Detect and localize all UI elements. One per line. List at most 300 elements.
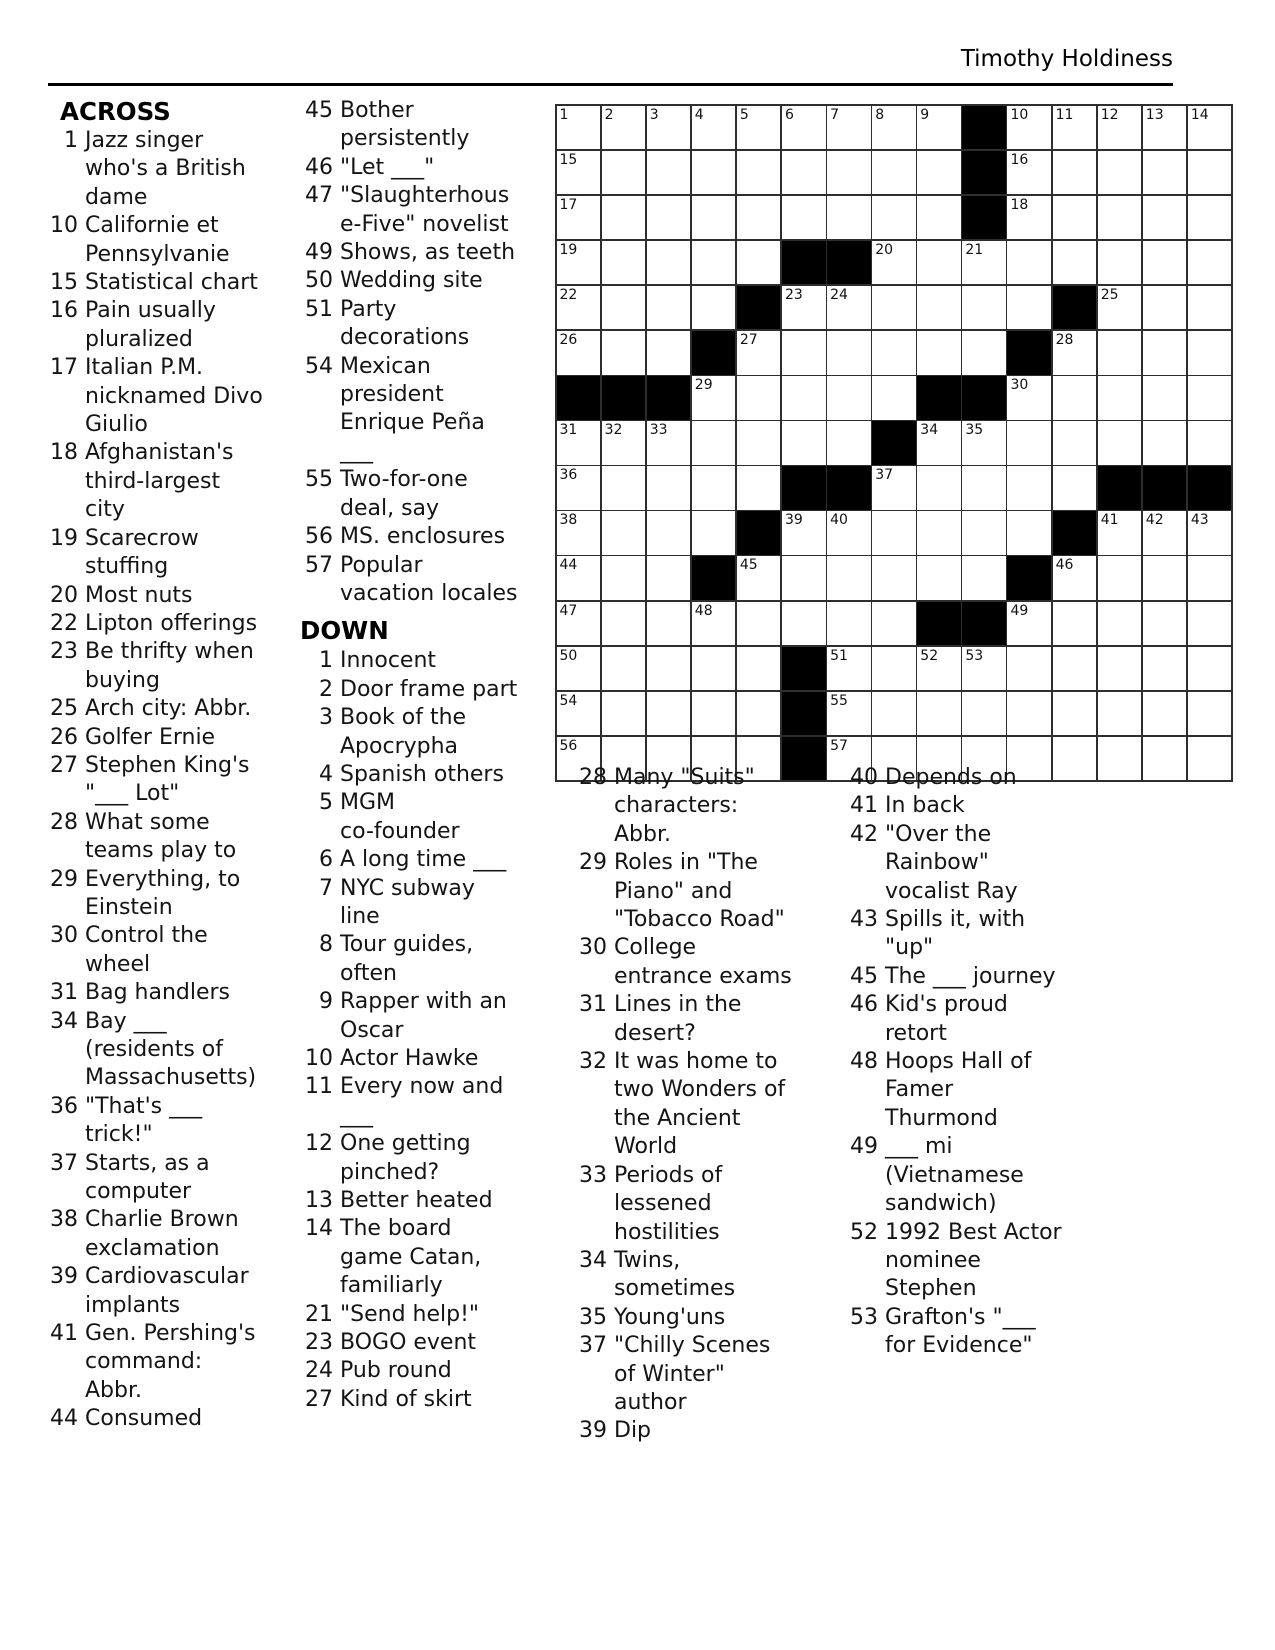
grid-cell-r6c9[interactable] — [917, 331, 961, 375]
cell-number: 1 — [559, 106, 569, 123]
black-cell-r9c15 — [1188, 466, 1232, 510]
clue-number: 27 — [50, 752, 78, 778]
grid-cell-r5c14[interactable] — [1143, 286, 1187, 330]
clue-15 — [48, 269, 288, 297]
grid-cell-r3c8[interactable] — [872, 196, 916, 240]
grid-cell-r1c8[interactable] — [872, 106, 916, 150]
clue-16 — [48, 297, 288, 354]
grid-cell-r2c4[interactable] — [692, 151, 736, 195]
clue-text: Charlie Brown exclamation — [85, 1207, 239, 1261]
grid-cell-r10c10[interactable] — [962, 511, 1006, 555]
cell-number: 30 — [1010, 377, 1029, 394]
grid-cell-r3c12[interactable] — [1053, 196, 1097, 240]
grid-cell-r4c11[interactable] — [1007, 241, 1051, 285]
grid-cell-r1c5[interactable] — [737, 106, 781, 150]
grid-cell-r9c1[interactable] — [557, 466, 601, 510]
clue-text: Gen. Pershing's command: Abbr. — [85, 1321, 256, 1403]
clue-6 — [296, 846, 536, 874]
grid-cell-r7c7[interactable] — [827, 376, 871, 420]
grid-cell-r8c3[interactable] — [647, 421, 691, 465]
clue-number: 37 — [579, 1333, 607, 1359]
grid-cell-r14c3[interactable] — [647, 692, 691, 736]
grid-cell-r11c10[interactable] — [962, 556, 1006, 600]
grid-cell-r12c11[interactable] — [1007, 602, 1051, 646]
clue-number: 23 — [305, 1330, 333, 1356]
clue-41 — [48, 1320, 288, 1405]
black-cell-r5c12 — [1053, 286, 1097, 330]
cell-number: 14 — [1190, 106, 1209, 123]
grid-cell-r11c1[interactable] — [557, 556, 601, 600]
grid-cell-r7c13[interactable] — [1098, 376, 1142, 420]
clue-29 — [578, 849, 823, 934]
grid-cell-r8c14[interactable] — [1143, 421, 1187, 465]
cell-number: 34 — [920, 422, 939, 439]
cell-number: 35 — [965, 422, 984, 439]
grid-cell-r4c1[interactable] — [557, 241, 601, 285]
grid-cell-r5c13[interactable] — [1098, 286, 1142, 330]
clue-53 — [850, 1304, 1095, 1361]
grid-cell-r7c8[interactable] — [872, 376, 916, 420]
grid-cell-r1c1[interactable] — [557, 106, 601, 150]
grid-cell-r6c1[interactable] — [557, 331, 601, 375]
grid-cell-r12c7[interactable] — [827, 602, 871, 646]
grid-cell-r11c7[interactable] — [827, 556, 871, 600]
grid-cell-r1c9[interactable] — [917, 106, 961, 150]
grid-cell-r8c7[interactable] — [827, 421, 871, 465]
clue-text: Stephen King's "___ Lot" — [85, 752, 250, 807]
grid-cell-r6c14[interactable] — [1143, 331, 1187, 375]
grid-cell-r9c5[interactable] — [737, 466, 781, 510]
grid-cell-r2c8[interactable] — [872, 151, 916, 195]
grid-cell-r5c15[interactable] — [1188, 286, 1232, 330]
clue-number: 41 — [50, 1321, 78, 1347]
clue-number: 17 — [50, 355, 78, 381]
grid-cell-r12c8[interactable] — [872, 602, 916, 646]
grid-cell-r2c2[interactable] — [602, 151, 646, 195]
cell-number: 39 — [784, 512, 803, 529]
grid-cell-r1c6[interactable] — [782, 106, 826, 150]
grid-cell-r10c9[interactable] — [917, 511, 961, 555]
cell-number: 6 — [784, 106, 794, 123]
black-cell-r14c6 — [782, 692, 826, 736]
grid-cell-r3c3[interactable] — [647, 196, 691, 240]
grid-cell-r11c6[interactable] — [782, 556, 826, 600]
clue-number: 27 — [305, 1386, 333, 1412]
grid-cell-r10c13[interactable] — [1098, 511, 1142, 555]
grid-cell-r14c15[interactable] — [1188, 692, 1232, 736]
grid-cell-r12c12[interactable] — [1053, 602, 1097, 646]
grid-cell-r13c3[interactable] — [647, 647, 691, 691]
grid-cell-r13c1[interactable] — [557, 647, 601, 691]
grid-cell-r12c13[interactable] — [1098, 602, 1142, 646]
grid-cell-r2c14[interactable] — [1143, 151, 1187, 195]
cell-number: 33 — [649, 422, 668, 439]
grid-cell-r4c5[interactable] — [737, 241, 781, 285]
grid-cell-r9c11[interactable] — [1007, 466, 1051, 510]
grid-cell-r11c14[interactable] — [1143, 556, 1187, 600]
grid-cell-r12c3[interactable] — [647, 602, 691, 646]
grid-cell-r3c6[interactable] — [782, 196, 826, 240]
grid-cell-r9c4[interactable] — [692, 466, 736, 510]
clue-number: 10 — [305, 1046, 333, 1071]
grid-cell-r10c3[interactable] — [647, 511, 691, 555]
grid-cell-r1c2[interactable] — [602, 106, 646, 150]
cell-number: 56 — [559, 737, 578, 754]
cell-number: 2 — [604, 106, 614, 123]
clue-number: 52 — [850, 1219, 878, 1245]
grid-cell-r5c4[interactable] — [692, 286, 736, 330]
grid-cell-r8c9[interactable] — [917, 421, 961, 465]
grid-cell-r15c14[interactable] — [1143, 737, 1187, 781]
black-cell-r7c2 — [602, 376, 646, 420]
grid-cell-r11c3[interactable] — [647, 556, 691, 600]
grid-cell-r10c15[interactable] — [1188, 511, 1232, 555]
grid-cell-r12c2[interactable] — [602, 602, 646, 646]
grid-cell-r9c2[interactable] — [602, 466, 646, 510]
grid-cell-r13c11[interactable] — [1007, 647, 1051, 691]
cell-number: 13 — [1145, 106, 1164, 123]
grid-cell-r6c2[interactable] — [602, 331, 646, 375]
clue-text: Californie et Pennsylvanie — [85, 213, 230, 267]
crossword-grid — [555, 104, 1233, 782]
grid-cell-r7c15[interactable] — [1188, 376, 1232, 420]
grid-cell-r7c6[interactable] — [782, 376, 826, 420]
grid-cell-r4c4[interactable] — [692, 241, 736, 285]
clue-number: 28 — [579, 765, 607, 790]
grid-cell-r14c1[interactable] — [557, 692, 601, 736]
grid-cell-r4c14[interactable] — [1143, 241, 1187, 285]
clue-text: Most nuts — [85, 582, 193, 608]
clue-number: 44 — [50, 1406, 78, 1432]
grid-cell-r13c14[interactable] — [1143, 647, 1187, 691]
cell-number: 5 — [739, 106, 749, 123]
grid-cell-r12c5[interactable] — [737, 602, 781, 646]
clue-text: Spanish others — [340, 761, 504, 787]
clue-number: 30 — [50, 923, 78, 949]
clue-text: The board game Catan, familiarly — [340, 1216, 482, 1299]
clue-number: 12 — [305, 1131, 333, 1157]
grid-cell-r2c7[interactable] — [827, 151, 871, 195]
grid-cell-r13c7[interactable] — [827, 647, 871, 691]
clue-text: In back — [885, 793, 965, 819]
grid-cell-r6c15[interactable] — [1188, 331, 1232, 375]
clue-34 — [48, 1008, 288, 1093]
cell-number: 32 — [604, 422, 623, 439]
cell-number: 54 — [559, 692, 578, 709]
grid-cell-r4c15[interactable] — [1188, 241, 1232, 285]
grid-cell-r14c11[interactable] — [1007, 692, 1051, 736]
grid-cell-r14c14[interactable] — [1143, 692, 1187, 736]
grid-cell-r15c13[interactable] — [1098, 737, 1142, 781]
clue-4 — [296, 761, 536, 789]
grid-cell-r11c9[interactable] — [917, 556, 961, 600]
clue-39 — [578, 1417, 823, 1445]
grid-cell-r8c10[interactable] — [962, 421, 1006, 465]
grid-cell-r5c8[interactable] — [872, 286, 916, 330]
grid-cell-r3c7[interactable] — [827, 196, 871, 240]
grid-cell-r8c2[interactable] — [602, 421, 646, 465]
clue-text: Actor Hawke — [340, 1046, 479, 1071]
clue-text: Scarecrow stuffing — [85, 525, 199, 580]
clue-number: 32 — [579, 1049, 607, 1075]
clue-21 — [296, 1301, 536, 1329]
grid-cell-r13c12[interactable] — [1053, 647, 1097, 691]
grid-cell-r2c1[interactable] — [557, 151, 601, 195]
clue-text: Many "Suits" characters: Abbr. — [614, 765, 755, 847]
grid-cell-r5c11[interactable] — [1007, 286, 1051, 330]
grid-cell-r2c5[interactable] — [737, 151, 781, 195]
grid-cell-r1c12[interactable] — [1053, 106, 1097, 150]
grid-cell-r9c12[interactable] — [1053, 466, 1097, 510]
grid-cell-r5c6[interactable] — [782, 286, 826, 330]
clue-text: "Send help!" — [340, 1301, 480, 1327]
grid-cell-r9c8[interactable] — [872, 466, 916, 510]
grid-cell-r10c1[interactable] — [557, 511, 601, 555]
grid-cell-r2c9[interactable] — [917, 151, 961, 195]
grid-cell-r12c1[interactable] — [557, 602, 601, 646]
clue-50 — [296, 267, 536, 295]
black-cell-r7c1 — [557, 376, 601, 420]
grid-cell-r7c4[interactable] — [692, 376, 736, 420]
grid-cell-r1c3[interactable] — [647, 106, 691, 150]
grid-cell-r5c9[interactable] — [917, 286, 961, 330]
grid-cell-r6c12[interactable] — [1053, 331, 1097, 375]
grid-cell-r6c7[interactable] — [827, 331, 871, 375]
clue-number: 29 — [50, 866, 78, 892]
clue-49 — [850, 1133, 1095, 1218]
grid-cell-r14c9[interactable] — [917, 692, 961, 736]
clue-37 — [578, 1332, 823, 1417]
clue-13 — [296, 1187, 536, 1215]
grid-cell-r2c12[interactable] — [1053, 151, 1097, 195]
grid-cell-r3c14[interactable] — [1143, 196, 1187, 240]
grid-cell-r10c6[interactable] — [782, 511, 826, 555]
grid-cell-r7c14[interactable] — [1143, 376, 1187, 420]
grid-cell-r1c15[interactable] — [1188, 106, 1232, 150]
black-cell-r6c11 — [1007, 331, 1051, 375]
grid-cell-r8c11[interactable] — [1007, 421, 1051, 465]
clue-column-bottom-right — [850, 764, 1095, 1361]
clue-51 — [296, 296, 536, 353]
clue-56 — [296, 523, 536, 551]
cell-number: 37 — [875, 467, 894, 484]
grid-cell-r12c6[interactable] — [782, 602, 826, 646]
grid-cell-r6c3[interactable] — [647, 331, 691, 375]
grid-cell-r1c11[interactable] — [1007, 106, 1051, 150]
grid-cell-r7c11[interactable] — [1007, 376, 1051, 420]
grid-cell-r3c5[interactable] — [737, 196, 781, 240]
black-cell-r7c10 — [962, 376, 1006, 420]
clue-20 — [48, 582, 288, 610]
grid-cell-r13c9[interactable] — [917, 647, 961, 691]
grid-cell-r13c4[interactable] — [692, 647, 736, 691]
clue-42 — [850, 821, 1095, 906]
grid-cell-r3c4[interactable] — [692, 196, 736, 240]
clue-18 — [48, 439, 288, 524]
clue-number: 34 — [50, 1008, 78, 1034]
grid-cell-r7c5[interactable] — [737, 376, 781, 420]
clue-text: Statistical chart — [85, 270, 258, 296]
grid-cell-r14c7[interactable] — [827, 692, 871, 736]
grid-cell-r4c2[interactable] — [602, 241, 646, 285]
grid-cell-r4c8[interactable] — [872, 241, 916, 285]
grid-cell-r3c1[interactable] — [557, 196, 601, 240]
grid-cell-r9c10[interactable] — [962, 466, 1006, 510]
grid-cell-r7c12[interactable] — [1053, 376, 1097, 420]
grid-cell-r3c13[interactable] — [1098, 196, 1142, 240]
grid-cell-r6c13[interactable] — [1098, 331, 1142, 375]
black-cell-r8c8 — [872, 421, 916, 465]
grid-cell-r5c3[interactable] — [647, 286, 691, 330]
clue-text: Be thrifty when buying — [85, 639, 254, 693]
grid-cell-r10c2[interactable] — [602, 511, 646, 555]
grid-cell-r8c4[interactable] — [692, 421, 736, 465]
grid-cell-r10c7[interactable] — [827, 511, 871, 555]
clue-32 — [578, 1048, 823, 1162]
grid-cell-r8c5[interactable] — [737, 421, 781, 465]
grid-cell-r11c2[interactable] — [602, 556, 646, 600]
grid-cell-r1c14[interactable] — [1143, 106, 1187, 150]
grid-cell-r14c13[interactable] — [1098, 692, 1142, 736]
grid-cell-r6c6[interactable] — [782, 331, 826, 375]
black-cell-r3c10 — [962, 196, 1006, 240]
grid-cell-r11c12[interactable] — [1053, 556, 1097, 600]
clue-text: Consumed — [85, 1406, 203, 1432]
clue-text: Hoops Hall of Famer Thurmond — [885, 1049, 1032, 1131]
grid-cell-r5c10[interactable] — [962, 286, 1006, 330]
grid-cell-r14c8[interactable] — [872, 692, 916, 736]
grid-cell-r3c11[interactable] — [1007, 196, 1051, 240]
grid-cell-r5c7[interactable] — [827, 286, 871, 330]
grid-cell-r6c8[interactable] — [872, 331, 916, 375]
clue-number: 47 — [305, 183, 333, 209]
cell-number: 23 — [784, 286, 803, 303]
grid-cell-r10c11[interactable] — [1007, 511, 1051, 555]
grid-cell-r2c15[interactable] — [1188, 151, 1232, 195]
grid-cell-r1c13[interactable] — [1098, 106, 1142, 150]
grid-cell-r8c6[interactable] — [782, 421, 826, 465]
grid-cell-r11c13[interactable] — [1098, 556, 1142, 600]
clue-number: 23 — [50, 639, 78, 665]
grid-cell-r2c13[interactable] — [1098, 151, 1142, 195]
grid-cell-r10c4[interactable] — [692, 511, 736, 555]
clue-number: 4 — [319, 761, 333, 787]
across-heading: ACROSS — [60, 97, 171, 126]
grid-cell-r6c5[interactable] — [737, 331, 781, 375]
grid-cell-r10c8[interactable] — [872, 511, 916, 555]
grid-cell-r13c10[interactable] — [962, 647, 1006, 691]
grid-cell-r9c9[interactable] — [917, 466, 961, 510]
clue-number: 10 — [50, 213, 78, 239]
grid-cell-r9c3[interactable] — [647, 466, 691, 510]
grid-cell-r8c12[interactable] — [1053, 421, 1097, 465]
grid-cell-r10c14[interactable] — [1143, 511, 1187, 555]
clue-number: 31 — [579, 992, 607, 1018]
grid-cell-r14c5[interactable] — [737, 692, 781, 736]
grid-cell-r11c8[interactable] — [872, 556, 916, 600]
grid-cell-r8c15[interactable] — [1188, 421, 1232, 465]
cell-number: 57 — [830, 737, 848, 754]
grid-cell-r4c12[interactable] — [1053, 241, 1097, 285]
cell-number: 47 — [559, 602, 578, 619]
grid-cell-r3c9[interactable] — [917, 196, 961, 240]
clue-text: College entrance exams — [614, 935, 792, 989]
grid-cell-r11c5[interactable] — [737, 556, 781, 600]
clue-23 — [296, 1329, 536, 1357]
clue-number: 30 — [579, 935, 607, 961]
grid-cell-r13c13[interactable] — [1098, 647, 1142, 691]
cell-number: 9 — [920, 106, 930, 123]
grid-cell-r4c9[interactable] — [917, 241, 961, 285]
clue-text: Wedding site — [340, 268, 483, 294]
grid-cell-r14c10[interactable] — [962, 692, 1006, 736]
grid-cell-r2c6[interactable] — [782, 151, 826, 195]
cell-number: 15 — [559, 151, 578, 168]
clue-number: 15 — [50, 270, 78, 296]
clue-number: 48 — [850, 1049, 878, 1075]
grid-cell-r12c4[interactable] — [692, 602, 736, 646]
grid-cell-r13c2[interactable] — [602, 647, 646, 691]
grid-cell-r3c2[interactable] — [602, 196, 646, 240]
clue-text: Bother persistently — [340, 98, 470, 152]
grid-cell-r14c4[interactable] — [692, 692, 736, 736]
grid-cell-r13c5[interactable] — [737, 647, 781, 691]
grid-cell-r6c10[interactable] — [962, 331, 1006, 375]
grid-cell-r8c13[interactable] — [1098, 421, 1142, 465]
black-cell-r9c6 — [782, 466, 826, 510]
grid-cell-r2c3[interactable] — [647, 151, 691, 195]
grid-cell-r13c15[interactable] — [1188, 647, 1232, 691]
clue-10 — [296, 1045, 536, 1073]
grid-cell-r2c11[interactable] — [1007, 151, 1051, 195]
clue-43 — [850, 906, 1095, 963]
grid-cell-r4c3[interactable] — [647, 241, 691, 285]
grid-cell-r12c14[interactable] — [1143, 602, 1187, 646]
grid-cell-r14c12[interactable] — [1053, 692, 1097, 736]
clue-45 — [296, 97, 536, 154]
clue-text: Tour guides, often — [340, 932, 474, 986]
cell-number: 21 — [965, 241, 984, 258]
grid-cell-r1c7[interactable] — [827, 106, 871, 150]
clue-text: Rapper with an Oscar — [340, 989, 507, 1043]
grid-cell-r15c15[interactable] — [1188, 737, 1232, 781]
grid-cell-r12c15[interactable] — [1188, 602, 1232, 646]
cell-number: 10 — [1010, 106, 1029, 123]
clue-49 — [296, 239, 536, 267]
cell-number: 31 — [559, 422, 578, 439]
black-cell-r9c14 — [1143, 466, 1187, 510]
clue-number: 34 — [579, 1247, 607, 1273]
grid-cell-r11c15[interactable] — [1188, 556, 1232, 600]
grid-cell-r5c1[interactable] — [557, 286, 601, 330]
grid-cell-r1c4[interactable] — [692, 106, 736, 150]
clue-48 — [850, 1048, 1095, 1133]
clue-number: 54 — [305, 353, 333, 379]
grid-cell-r14c2[interactable] — [602, 692, 646, 736]
clue-text: What some teams play to — [85, 809, 237, 864]
grid-cell-r4c10[interactable] — [962, 241, 1006, 285]
clue-number: 33 — [579, 1162, 607, 1188]
clue-54 — [296, 353, 536, 467]
grid-cell-r3c15[interactable] — [1188, 196, 1232, 240]
grid-cell-r8c1[interactable] — [557, 421, 601, 465]
clue-text: Lines in the desert? — [614, 992, 742, 1046]
grid-cell-r4c13[interactable] — [1098, 241, 1142, 285]
grid-cell-r5c2[interactable] — [602, 286, 646, 330]
clue-number: 19 — [50, 525, 78, 551]
clue-text: "That's ___ trick!" — [85, 1093, 203, 1148]
grid-cell-r13c8[interactable] — [872, 647, 916, 691]
